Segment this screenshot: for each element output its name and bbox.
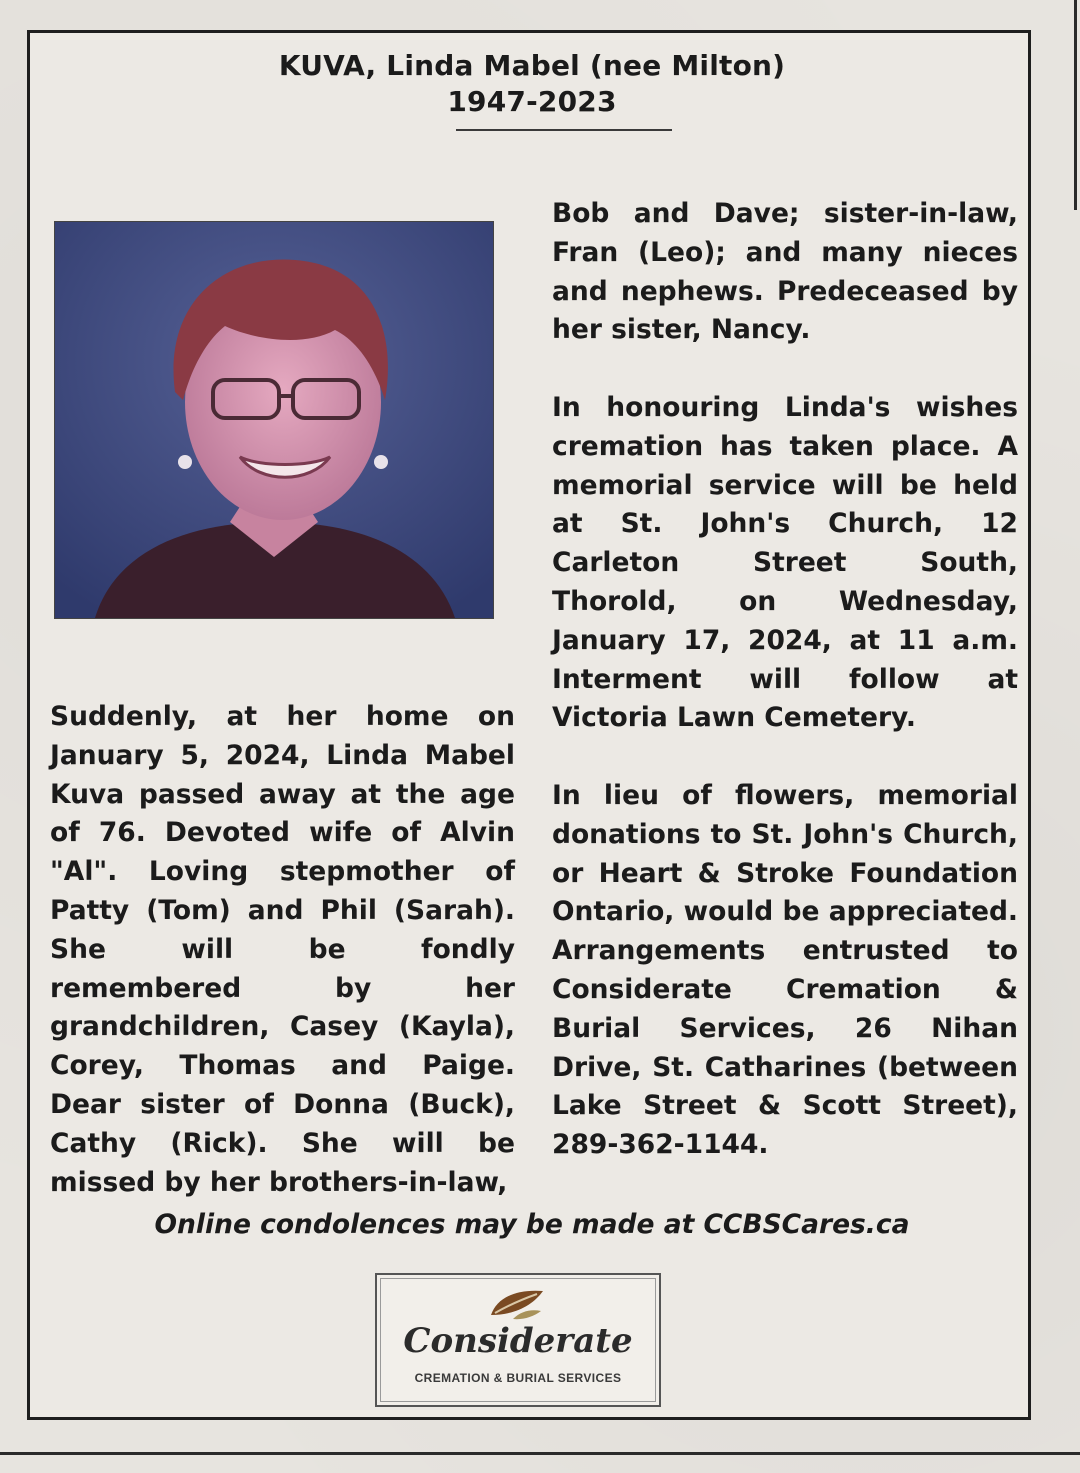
funeral-home-logo — [375, 1273, 661, 1407]
adjacent-column-rule-right — [1074, 0, 1077, 210]
leaf-icon — [487, 1285, 547, 1321]
obituary-text-right-column — [552, 195, 1018, 1165]
obituary-text-left-column — [50, 698, 515, 1202]
adjacent-column-rule-top — [0, 1452, 1080, 1455]
obituary-notice — [27, 30, 1031, 1420]
earring-right — [374, 455, 388, 469]
title-underline — [456, 129, 672, 131]
obituary-paragraph-family: Suddenly, at her home on January 5, 2024, Linda Mabel Kuva passed away at the age of 76. Devoted wife of Alvin "Al". Loving stepmother of Patty (Tom) and Phil (Sarah). She will be fondly remembered by her grandchildren, Casey (Kayla), Corey, Thomas and Paige. Dear sister of Donna (Buck), Cathy (Rick). She will be missed by her brothers-in-law, — [50, 701, 515, 1198]
portrait-icon — [55, 222, 493, 618]
portrait-photo — [54, 221, 494, 619]
logo-wordmark: Considerate — [403, 1321, 633, 1361]
life-years-heading: 1947-2023 — [447, 85, 617, 118]
logo-subtitle: CREMATION & BURIAL SERVICES — [414, 1371, 622, 1385]
earring-left — [178, 455, 192, 469]
obituary-paragraph-continuation: Bob and Dave; sister-in-law, Fran (Leo); and many nieces and nephews. Predeceased by her sister, Nancy. — [552, 198, 1018, 346]
obituary-paragraph-donations: In lieu of flowers, memorial donations to St. John's Church, or Heart & Stroke Foundation Ontario, would be appreciated. Arrangements entrusted to Considerate Cremation & Burial Services, 26 Nihan Drive, St. Catharines (between Lake Street & Scott Street), 289-362-1144. — [552, 779, 1018, 1161]
deceased-name-heading: KUVA, Linda Mabel (nee Milton) — [278, 49, 786, 82]
online-condolences-line: Online condolences may be made at CCBSCares.ca — [154, 1209, 910, 1240]
obituary-paragraph-service: In honouring Linda's wishes cremation has taken place. A memorial service will be held at St. John's Church, 12 Carleton Street South, Thorold, on Wednesday, January 17, 2024, at 11 a.m. Interment will follow at Victoria Lawn Cemetery. — [552, 391, 1018, 734]
